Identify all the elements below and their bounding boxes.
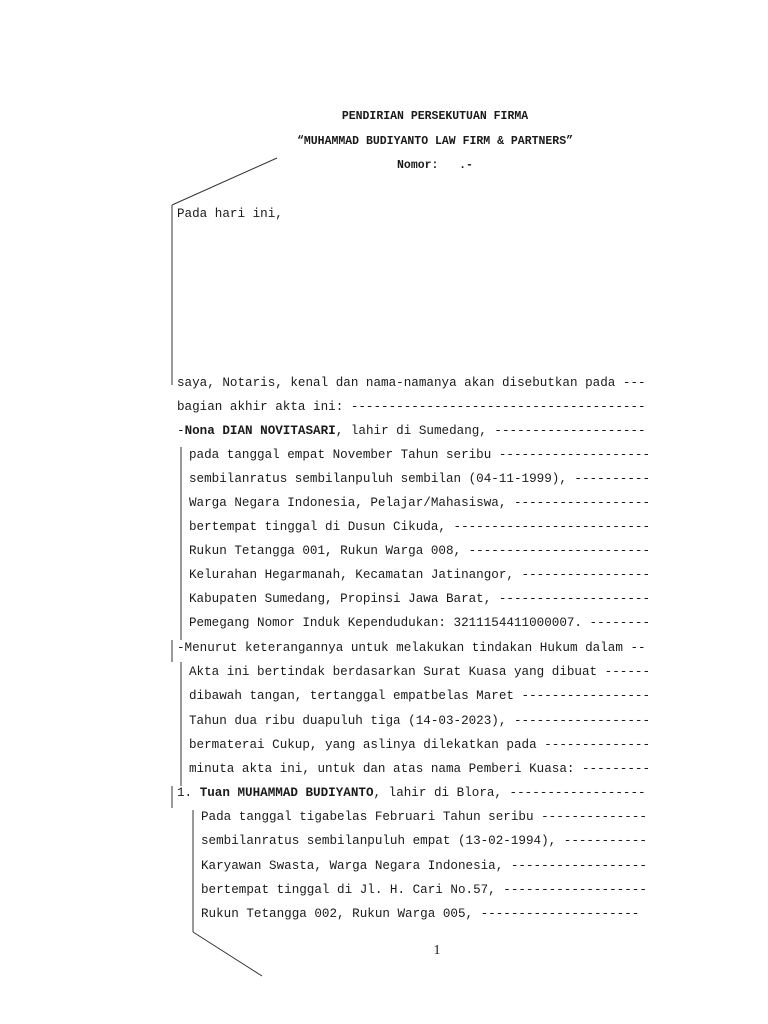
party2-line: sembilanratus sembilanpuluh empat (13-02-1994), -----------: [201, 834, 647, 848]
party1-line: bertempat tinggal di Dusun Cikuda, --------------------------: [189, 520, 651, 534]
firm-name: “MUHAMMAD BUDIYANTO LAW FIRM & PARTNERS”: [296, 135, 574, 148]
party2-line: bertempat tinggal di Jl. H. Cari No.57, -------------------: [201, 883, 647, 897]
party1-line: sembilanratus sembilanpuluh sembilan (04-11-1999), ----------: [189, 472, 651, 486]
party2-line: Pada tanggal tigabelas Februari Tahun seribu --------------: [201, 810, 647, 824]
capacity-line: Tahun dua ribu duapuluh tiga (14-03-2023), ------------------: [189, 714, 651, 728]
party2-name: Tuan MUHAMMAD BUDIYANTO: [199, 786, 374, 800]
party1-line: Rukun Tetangga 001, Rukun Warga 008, ------------------------: [189, 544, 651, 558]
capacity-line: bermaterai Cukup, yang aslinya dilekatkan pada --------------: [189, 738, 651, 752]
party2-line: Rukun Tetangga 002, Rukun Warga 005, ---------------------: [201, 907, 640, 921]
capacity-line: minuta akta ini, untuk dan atas nama Pemberi Kuasa: ---------: [189, 762, 651, 776]
capacity-line: Akta ini bertindak berdasarkan Surat Kuasa yang dibuat ------: [189, 665, 651, 679]
body-line: bagian akhir akta ini: ---------------------------------------: [177, 400, 646, 414]
party2-line: Karyawan Swasta, Warga Negara Indonesia, ------------------: [201, 859, 647, 873]
capacity-line: dibawah tangan, tertanggal empatbelas Maret -----------------: [189, 689, 651, 703]
document-number: Nomor: .-: [397, 159, 473, 172]
party1-name: Nona DIAN NOVITASARI: [184, 424, 336, 438]
margin-rule-bottom-diagonal: [193, 932, 262, 976]
party1-line: Pemegang Nomor Induk Kependudukan: 3211154411000007. --------: [189, 616, 651, 630]
party2-heading: 1. Tuan MUHAMMAD BUDIYANTO, lahir di Blora, ------------------: [177, 786, 646, 800]
party1-heading: -Nona DIAN NOVITASARI, lahir di Sumedang, --------------------: [177, 424, 646, 438]
party1-line: Kabupaten Sumedang, Propinsi Jawa Barat, --------------------: [189, 592, 651, 606]
opening-line: Pada hari ini,: [177, 207, 283, 221]
body-line: saya, Notaris, kenal dan nama-namanya akan disebutkan pada ---: [177, 376, 646, 390]
party1-line: Warga Negara Indonesia, Pelajar/Mahasiswa, ------------------: [189, 496, 651, 510]
page-number: 1: [433, 943, 441, 958]
capacity-heading: -Menurut keterangannya untuk melakukan tindakan Hukum dalam --: [177, 641, 646, 655]
party1-line: pada tanggal empat November Tahun seribu --------------------: [189, 448, 651, 462]
document-title: PENDIRIAN PERSEKUTUAN FIRMA: [341, 110, 529, 123]
party1-line: Kelurahan Hegarmanah, Kecamatan Jatinangor, -----------------: [189, 568, 651, 582]
